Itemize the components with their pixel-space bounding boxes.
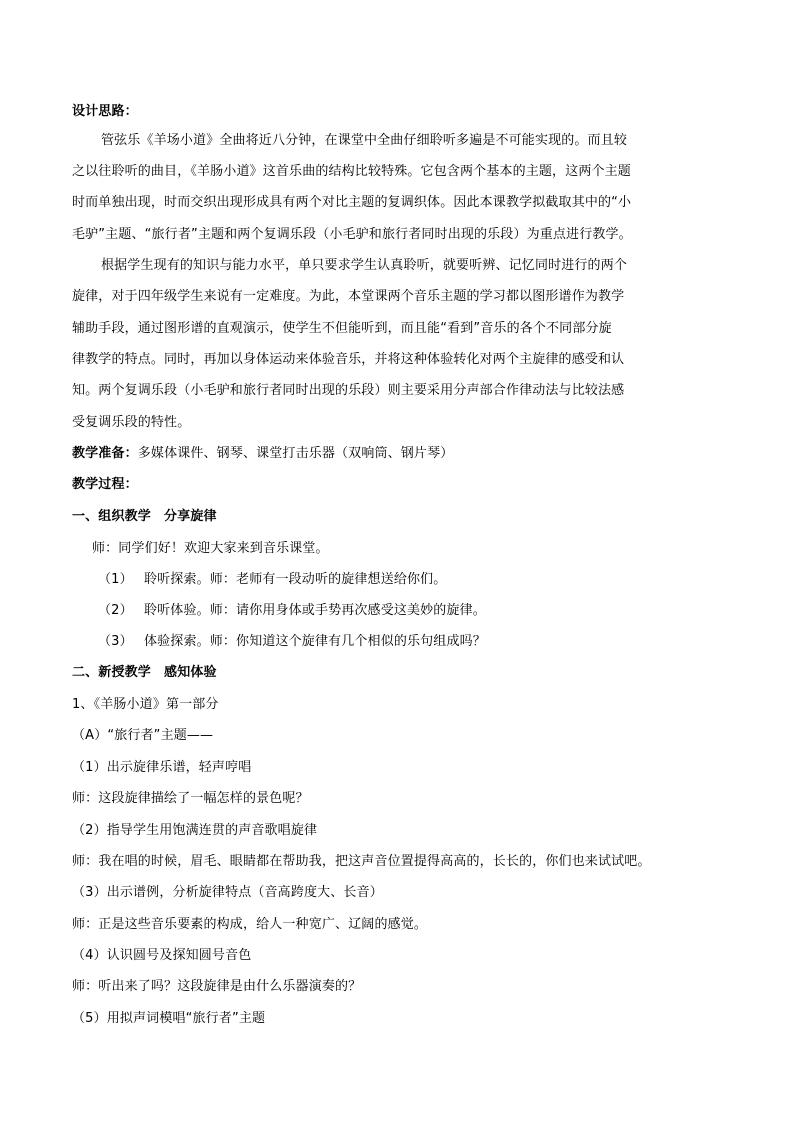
prep-label: 教学准备： <box>72 446 138 461</box>
section2-line-6: 师：我在唱的时候，眉毛、眼睛都在帮助我，把这声音位置提得高高的，长长的，你们也来试试吧。 <box>72 854 651 869</box>
prep-line <box>72 445 794 463</box>
design-para1-line-1: 管弦乐《羊场小道》全曲将近八分钟，在课堂中全曲仔细聆听多遍是不可能实现的。而且较 <box>101 133 628 148</box>
item-number: （3） <box>98 634 133 649</box>
section2-line-4: 师：这段旋律描绘了一幅怎样的景色呢？ <box>72 791 309 806</box>
section2-line-5: （2）指导学生用饱满连贯的声音歌唱旋律 <box>72 823 318 838</box>
section1-item-1 <box>98 571 794 589</box>
section2-line-3: （1）出示旋律乐谱，轻声哼唱 <box>72 760 252 775</box>
design-para2-line-2: 旋律，对于四年级学生来说有一定难度。为此，本堂课两个音乐主题的学习都以图形谱作为教学 <box>72 289 625 304</box>
design-para1-line-3: 时而单独出现，时而交织出现形成具有两个对比主题的复调织体。因此本课教学拟截取其中的“小 <box>72 195 632 210</box>
section1-item-3 <box>98 633 794 651</box>
section1-greeting: 师：同学们好！欢迎大家来到音乐课堂。 <box>92 541 329 556</box>
prep-text: 多媒体课件、钢琴、课堂打击乐器（双响筒、钢片琴） <box>137 446 454 461</box>
design-para2-line-5: 知。两个复调乐段（小毛驴和旅行者同时出现的乐段）则主要采用分声部合作律动法与比较法感 <box>72 383 625 398</box>
section2-line-8: 师：正是这些音乐要素的构成，给人一种宽广、辽阔的感觉。 <box>72 917 428 932</box>
design-para1-line-2: 之以往聆听的曲目，《羊肠小道》这首乐曲的结构比较特殊。它包含两个基本的主题，这两个主题 <box>72 164 631 179</box>
design-para2-line-6: 受复调乐段的特性。 <box>72 415 191 430</box>
section1-title: 一、组织教学 分享旋律 <box>72 509 217 524</box>
item-number: （1） <box>98 572 133 587</box>
section2-line-10: 师：听出来了吗？这段旋律是由什么乐器演奏的？ <box>72 979 362 994</box>
section2-line-9: （4）认识圆号及探知圆号音色 <box>72 948 252 963</box>
section2-line-1: 1、《羊肠小道》第一部分 <box>72 697 219 712</box>
design-para2-line-4: 律教学的特点。同时，再加以身体运动来体验音乐，并将这种体验转化对两个主旋律的感受和认 <box>72 352 625 367</box>
design-heading: 设计思路： <box>72 104 138 119</box>
item-text: 聆听探索。师：老师有一段动听的旋律想送给你们。 <box>144 572 447 587</box>
section2-line-2: （A）“旅行者”主题—— <box>72 728 214 743</box>
section2-line-11: （5）用拟声词模唱“旅行者”主题 <box>72 1011 266 1026</box>
item-number: （2） <box>98 603 133 618</box>
design-para1-line-4: 毛驴”主题、“旅行者”主题和两个复调乐段（小毛驴和旅行者同时出现的乐段）为重点进行教学。 <box>72 227 632 242</box>
section1-item-2 <box>98 602 794 620</box>
design-para2-line-1: 根据学生现有的知识与能力水平，单只要求学生认真聆听，就要听辨、记忆同时进行的两个 <box>101 258 628 273</box>
design-para2-line-3: 辅助手段，通过图形谱的直观演示，使学生不但能听到，而且能“看到”音乐的各个不同部分旋 <box>72 321 612 336</box>
item-text: 聆听体验。师：请你用身体或手势再次感受这美妙的旋律。 <box>144 603 486 618</box>
process-heading: 教学过程： <box>72 477 138 492</box>
section2-line-7: （3）出示谱例，分析旋律特点（音高跨度大、长音） <box>72 885 383 900</box>
section2-title: 二、新授教学 感知体验 <box>72 665 217 680</box>
item-text: 体验探索。师：你知道这个旋律有几个相似的乐句组成吗？ <box>144 634 486 649</box>
